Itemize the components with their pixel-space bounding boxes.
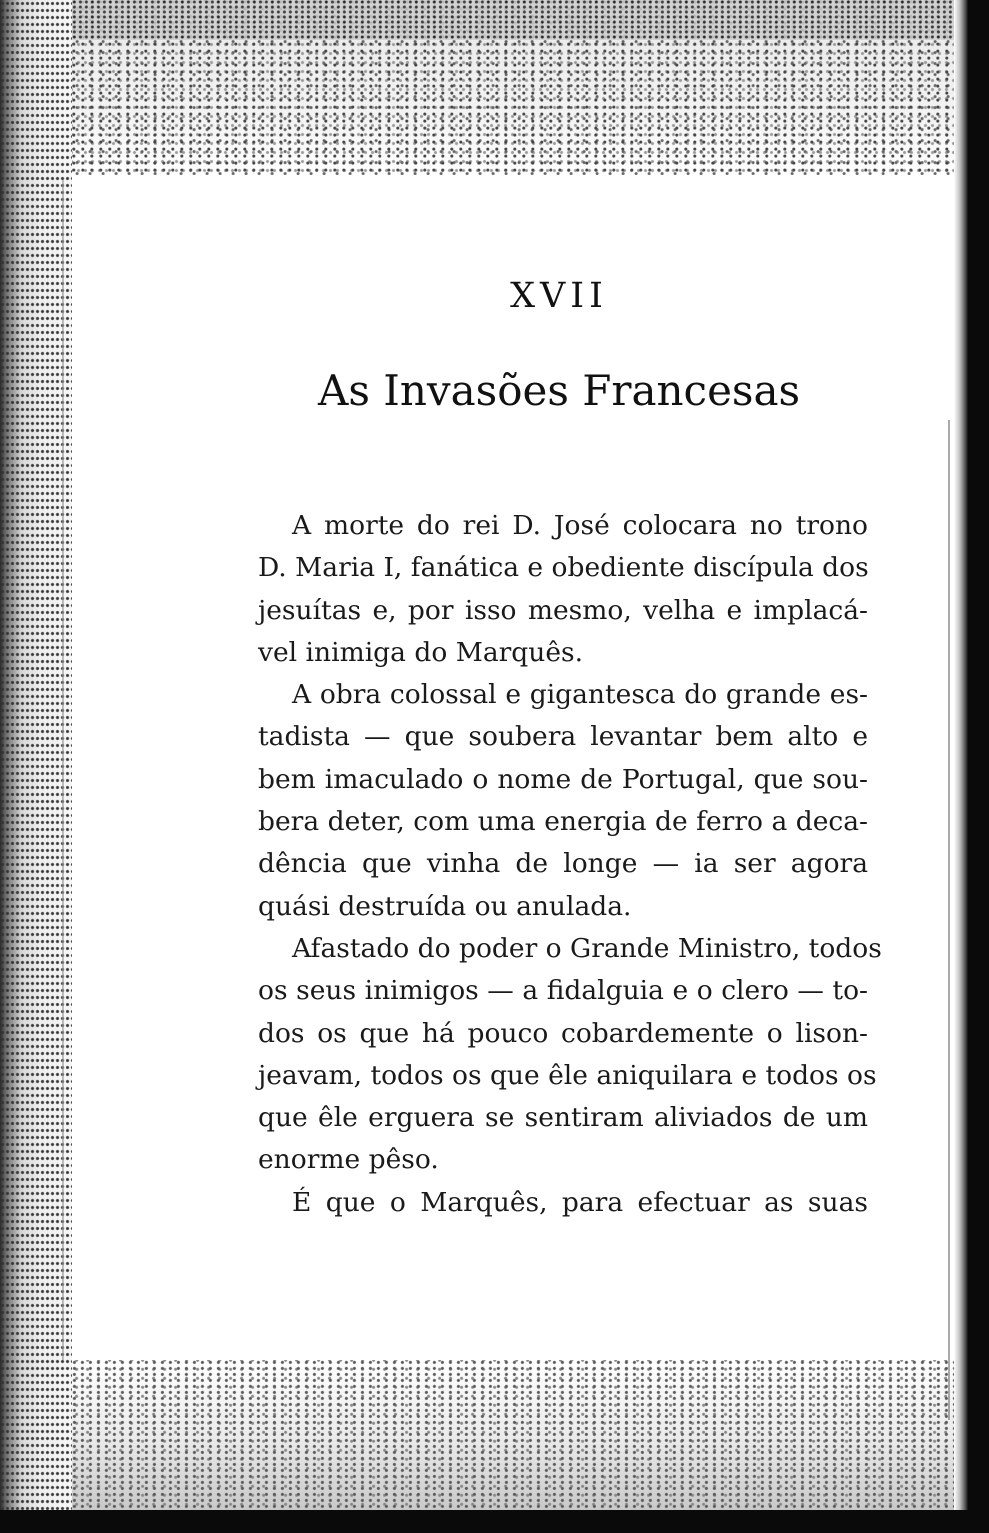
page-edge-line <box>948 420 950 1420</box>
text-line: bera deter, com uma energia de ferro a deca- <box>258 806 868 838</box>
text-line: que êle erguera se sentiram aliviados de um <box>258 1102 868 1134</box>
gutter-line <box>62 180 64 1360</box>
scan-noise-bottom <box>0 1360 968 1510</box>
text-line: tadista — que soubera levantar bem alto e <box>258 721 868 753</box>
text-line: jesuítas e, por isso mesmo, velha e implacá- <box>258 594 868 626</box>
text-line: jeavam, todos os que êle aniquilara e todos os <box>258 1059 877 1091</box>
text-line: dência que vinha de longe — ia ser agora <box>258 848 868 880</box>
text-line: A obra colossal e gigantesca do grande es- <box>292 679 868 711</box>
chapter-title: As Invasões Francesas <box>318 366 801 415</box>
text-line: vel inimiga do Marquês. <box>258 636 584 668</box>
text-line: É que o Marquês, para efectuar as suas <box>292 1186 868 1218</box>
text-line: bem imaculado o nome de Portugal, que sou- <box>258 763 868 795</box>
body-text <box>258 505 882 1224</box>
text-line: A morte do rei D. José colocara no trono <box>292 510 868 541</box>
scan-noise-top <box>0 0 968 175</box>
text-line: quási destruída ou anulada. <box>258 890 632 922</box>
text-line: os seus inimigos — a fidalguia e o clero — to- <box>258 975 868 1007</box>
text-line: D. Maria I, fanática e obediente discípula dos <box>258 552 869 584</box>
chapter-number: XVII <box>510 276 608 316</box>
text-line: enorme pêso. <box>258 1144 439 1176</box>
text-line: dos os que há pouco cobardemente o lison- <box>258 1017 868 1049</box>
text-line: Afastado do poder o Grande Ministro, todos <box>292 932 882 964</box>
page-edge-right <box>954 0 968 1510</box>
